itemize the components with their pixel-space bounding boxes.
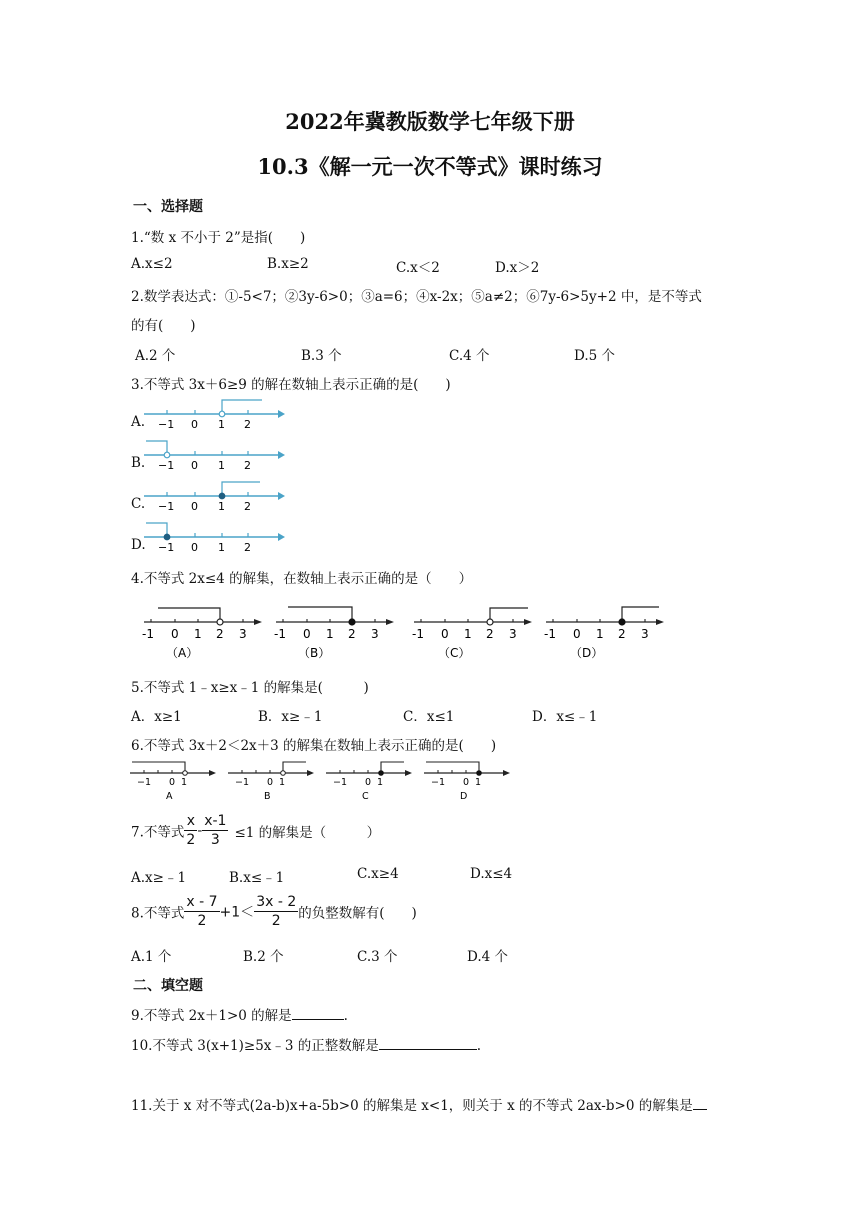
q7-option-c: C.x≥4 [357,866,399,882]
q6-label-a: A [166,791,173,802]
q4-label-d: （D） [570,646,604,660]
q6a-tick-0: 0 [169,777,176,788]
q1-option-b: B.x≥2 [267,256,309,272]
q10-stem: 10.不等式 3(x+1)≥5x﹣3 的正整数解是 [131,1038,379,1054]
q7-frac2-den: 3 [210,832,220,848]
q4-label-a: （A） [166,646,199,660]
q4-numberline-c [408,598,538,662]
q6-numberline-a [128,756,218,802]
q8-fraction-1 [184,893,219,930]
q8-middle: +1＜ [219,904,255,921]
q3a-tick-1: 1 [218,418,225,431]
q11-stem: 11.关于 x 对不等式(2a-b)x+a-5b>0 的解集是 x<1，则关于 x 的不等式 2ax-b>0 的解集是 [131,1098,693,1114]
q4d-tick-3: 3 [641,627,649,641]
q6-numberline-c [324,756,414,802]
q4a-tick-1: 1 [194,627,202,641]
q4a-tick-2: 2 [216,627,224,641]
title-main: 2022年冀教版数学七年级下册 [285,109,575,134]
q8-option-d: D.4 个 [467,949,509,965]
q6c-tick-neg1: −1 [333,777,348,788]
q3-option-d-label: D. [131,537,146,553]
q4a-tick-neg1: -1 [142,627,154,641]
q6-numberline-d [422,756,512,802]
q1-option-c: C.x＜2 [396,260,440,276]
q7-stem [131,812,380,849]
q2-option-a: A.2 个 [135,348,176,364]
q3d-tick-1: 1 [218,541,225,554]
q6-label-d: D [460,791,468,802]
q3b-tick-neg1: −1 [158,459,175,472]
q8-prefix: 8.不等式 [131,905,185,922]
q11-blank[interactable] [693,1095,707,1110]
q2-stem-line1: 2.数学表达式：①-5<7；②3y-6>0；③a=6；④x-2x；⑤a≠2；⑥7y-6>5y+2 中，是不等式 [131,289,702,305]
q3-numberline-c [140,477,285,513]
q4-numberline-b [270,598,400,662]
q4d-tick-2: 2 [618,627,626,641]
q5-stem: 5.不等式 1﹣x≥x﹣1 的解集是( ) [131,680,369,696]
q6b-tick-0: 0 [267,777,274,788]
q4c-tick-0: 0 [441,627,449,641]
q1-stem: 1.“数 x 不小于 2”是指( ) [131,230,306,246]
q6a-tick-1: 1 [181,777,188,788]
q6b-tick-neg1: −1 [235,777,250,788]
q8-fraction-2 [254,893,298,930]
q4d-tick-0: 0 [573,627,581,641]
q7-prefix: 7.不等式 [131,824,185,841]
q6c-tick-1: 1 [377,777,384,788]
q10-end: . [476,1038,482,1054]
q3-numberline-b [140,436,285,472]
q3-numberline-d [140,518,285,554]
q3a-tick-0: 0 [191,418,198,431]
q5-option-a: A．x≥1 [131,709,182,725]
q9 [131,1004,348,1024]
q4c-tick-2: 2 [486,627,494,641]
q4-stem: 4.不等式 2x≤4 的解集，在数轴上表示正确的是（ ） [131,571,473,587]
q1-option-d: D.x＞2 [495,260,540,276]
q8-frac2-num: 3x - 2 [256,894,297,910]
q9-blank[interactable] [292,1005,344,1020]
q3b-tick-0: 0 [191,459,198,472]
q5-option-d: D．x≤﹣1 [532,709,598,725]
q3c-tick-0: 0 [191,500,198,513]
q3c-tick-1: 1 [218,500,225,513]
q6c-tick-0: 0 [365,777,372,788]
q4-label-c: （C） [438,646,471,660]
q6d-tick-0: 0 [463,777,470,788]
q6-stem: 6.不等式 3x＋2＜2x＋3 的解集在数轴上表示正确的是( ) [131,738,497,754]
q4a-tick-0: 0 [171,627,179,641]
q5-option-c: C．x≤1 [403,709,455,725]
q7-option-a: A.x≥﹣1 [131,870,187,886]
q2-option-d: D.5 个 [574,348,616,364]
q3-stem: 3.不等式 3x＋6≥9 的解在数轴上表示正确的是( ) [131,377,451,393]
q1-option-a: A.x≤2 [131,256,173,272]
q7-option-d: D.x≤4 [470,866,513,882]
q8-option-c: C.3 个 [357,949,398,965]
q2-stem-line2: 的有( ) [131,318,196,334]
q2-option-b: B.3 个 [301,348,342,364]
q4c-tick-1: 1 [464,627,472,641]
q3-numberline-a [140,395,285,431]
q3d-tick-neg1: −1 [158,541,175,554]
q10 [131,1034,481,1054]
section-choice: 一、选择题 [133,199,203,215]
q4d-tick-1: 1 [596,627,604,641]
q9-end: . [343,1008,348,1024]
q4c-tick-3: 3 [509,627,517,641]
q8-suffix: 的负整数解有( ) [298,905,417,922]
q3a-tick-neg1: −1 [158,418,175,431]
q3a-tick-2: 2 [244,418,251,431]
q6-numberline-b [226,756,316,802]
q8-frac2-den: 2 [271,913,281,929]
q4b-tick-2: 2 [348,627,356,641]
q3-option-b-label: B. [131,455,146,471]
q6d-tick-1: 1 [475,777,482,788]
q4-label-b: （B） [298,646,331,660]
q11 [131,1094,707,1114]
q3c-tick-2: 2 [244,500,251,513]
q4b-tick-1: 1 [326,627,334,641]
q6-label-b: B [264,791,271,802]
q8-option-a: A.1 个 [131,949,172,965]
q3b-tick-2: 2 [244,459,251,472]
q3-option-c-label: C. [131,496,146,512]
q3c-tick-neg1: −1 [158,500,175,513]
q4d-tick-neg1: -1 [544,627,556,641]
q6a-tick-neg1: −1 [137,777,152,788]
q8-option-b: B.2 个 [243,949,284,965]
q4b-tick-0: 0 [303,627,311,641]
q5-option-b: B．x≥﹣1 [258,709,323,725]
q7-fraction-2 [202,812,228,849]
q7-suffix: ≤1 的解集是（ ） [234,824,381,841]
q7-option-b: B.x≤﹣1 [229,870,285,886]
section-fill: 二、填空题 [133,978,203,994]
q9-stem: 9.不等式 2x＋1>0 的解是 [131,1008,292,1024]
q8-frac1-den: 2 [197,913,207,929]
q4b-tick-3: 3 [371,627,379,641]
q2-option-c: C.4 个 [449,348,490,364]
q3-option-a-label: A. [131,414,146,430]
title-sub: 10.3《解一元一次不等式》课时练习 [257,154,603,179]
q4b-tick-neg1: -1 [274,627,286,641]
q7-frac2-num: x-1 [204,813,227,829]
q4c-tick-neg1: -1 [412,627,424,641]
q3d-tick-2: 2 [244,541,251,554]
q3b-tick-1: 1 [218,459,225,472]
q4-numberline-d [540,598,670,662]
q7-fraction-1 [184,812,197,849]
q3d-tick-0: 0 [191,541,198,554]
q8-stem [131,893,417,930]
q4a-tick-3: 3 [239,627,247,641]
q7-frac1-den: 2 [186,832,196,848]
q6-label-c: C [362,791,369,802]
q8-frac1-num: x - 7 [186,894,218,910]
q10-blank[interactable] [379,1035,477,1050]
q7-minus: - [197,822,203,839]
q6b-tick-1: 1 [279,777,286,788]
q7-frac1-num: x [184,812,197,831]
q6d-tick-neg1: −1 [431,777,446,788]
q4-numberline-a [138,598,268,662]
